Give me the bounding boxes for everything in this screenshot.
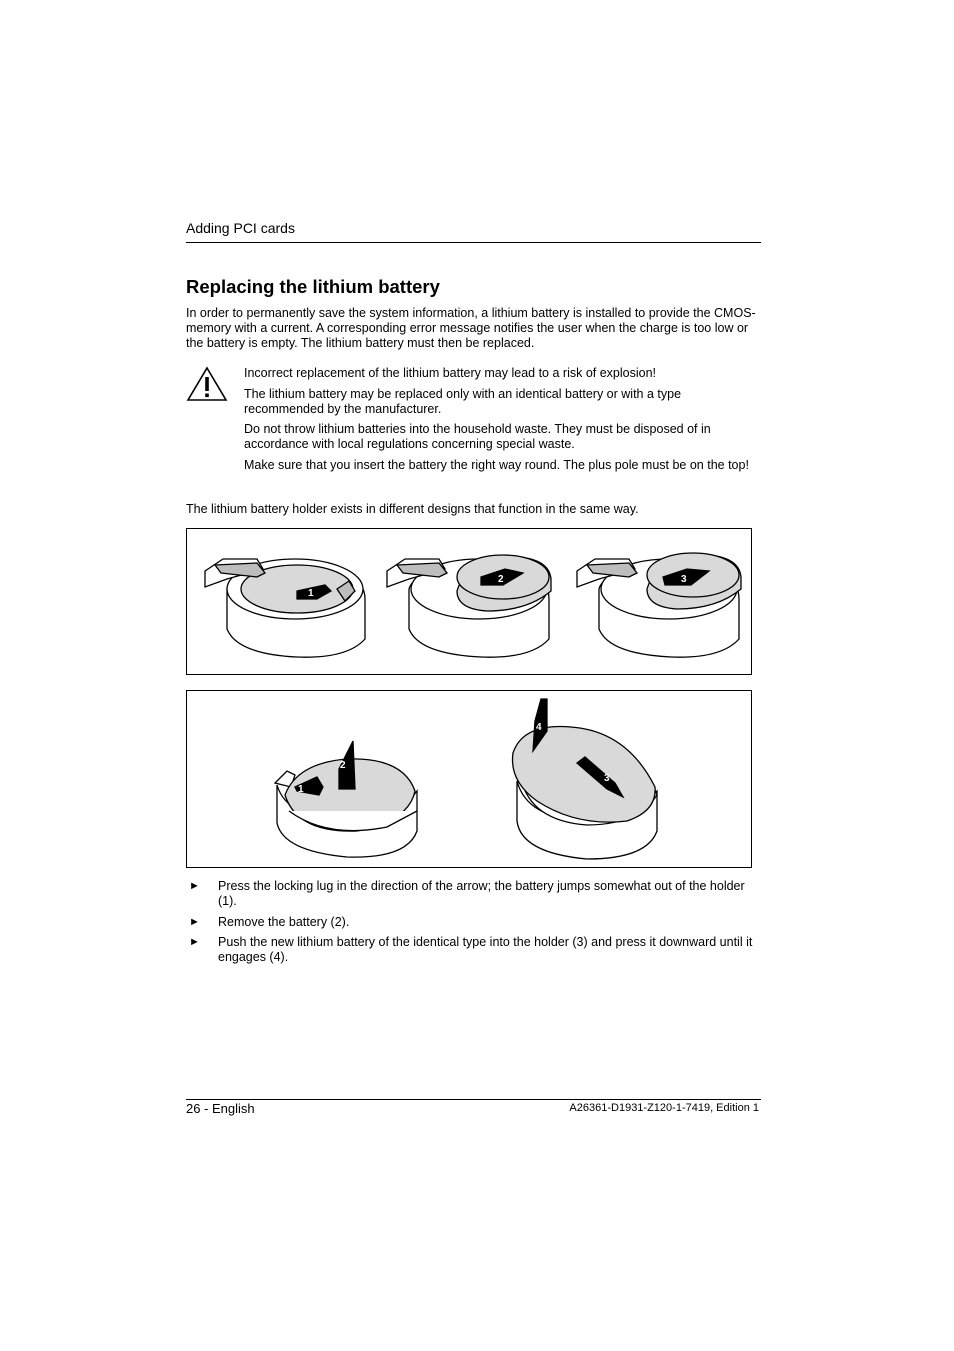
fig1-label-3: 3 — [681, 574, 687, 585]
step-1-text: Press the locking lug in the direction of the arrow; the battery jumps somewhat out of the holder (1). — [218, 879, 745, 908]
bullet-arrow-icon: ► — [189, 916, 200, 928]
holder-variant-b — [387, 555, 551, 657]
fig1-label-1: 1 — [308, 588, 314, 599]
document-id: A26361-D1931-Z120-1-7419, Edition 1 — [569, 1102, 759, 1114]
warning-line-4: Make sure that you insert the battery the right way round. The plus pole must be on the top! — [244, 458, 749, 472]
holder-variant-c — [577, 553, 741, 657]
header-divider — [186, 242, 761, 243]
warning-line-3: Do not throw lithium batteries into the household waste. They must be disposed of in accordance with local regulations concerning special waste. — [244, 422, 711, 451]
fig2-label-4: 4 — [536, 722, 542, 733]
bullet-arrow-icon: ► — [189, 936, 200, 948]
bullet-arrow-icon: ► — [189, 880, 200, 892]
battery-insertion-illustration — [513, 699, 658, 859]
intro-paragraph: In order to permanently save the system information, a lithium battery is installed to provide the CMOS-memory with a current. A corresponding error message notifies the user when the charge is too low or the battery is empty. The lithium battery must then be replaced. — [186, 306, 756, 350]
step-3 — [186, 935, 761, 965]
footer-divider — [186, 1099, 761, 1100]
holder-note: The lithium battery holder exists in different designs that function in the same way. — [186, 502, 639, 516]
step-1 — [186, 879, 761, 909]
warning-line-1: Incorrect replacement of the lithium battery may lead to a risk of explosion! — [244, 366, 656, 380]
step-2 — [186, 915, 761, 930]
battery-holder-figure-1 — [186, 528, 752, 675]
fig2-label-3: 3 — [604, 773, 610, 784]
battery-removal-illustration — [275, 741, 417, 857]
section-header: Adding PCI cards — [186, 220, 295, 236]
warning-triangle-icon — [186, 366, 228, 402]
page-number: 26 - English — [186, 1101, 255, 1116]
step-2-text: Remove the battery (2). — [218, 915, 350, 929]
battery-holder-figure-2 — [186, 690, 752, 868]
holder-variant-a — [205, 559, 365, 657]
fig2-label-1: 1 — [298, 784, 304, 795]
warning-line-2: The lithium battery may be replaced only with an identical battery or with a type recommended by the manufacturer. — [244, 387, 682, 416]
fig2-label-2: 2 — [340, 760, 346, 771]
fig1-label-2: 2 — [498, 574, 504, 585]
step-3-text: Push the new lithium battery of the identical type into the holder (3) and press it downward until it engages (4). — [218, 935, 753, 964]
page-title: Replacing the lithium battery — [186, 276, 440, 297]
